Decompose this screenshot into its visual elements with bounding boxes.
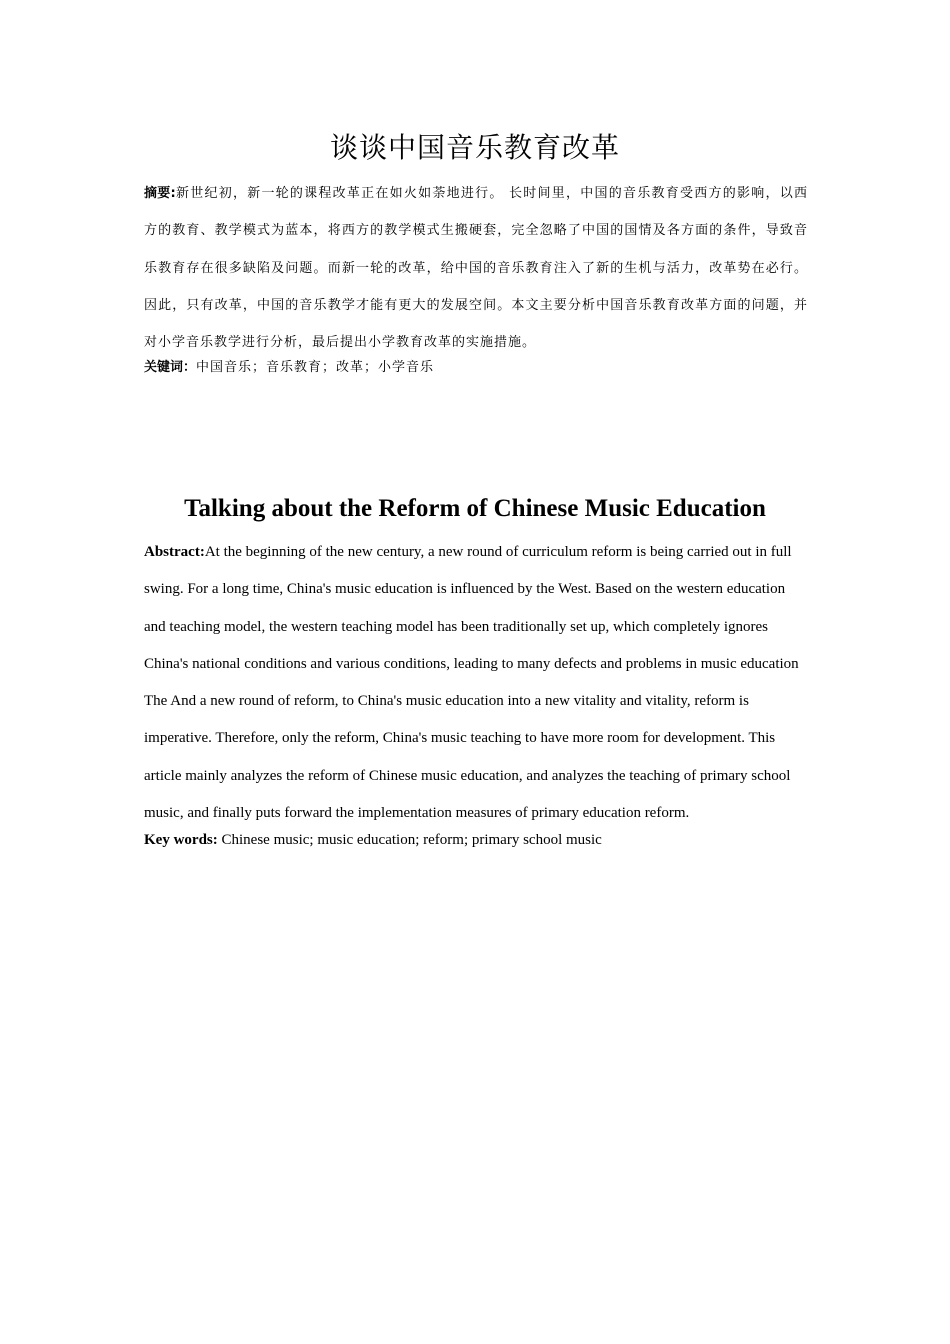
chinese-keywords-label: 关键词：: [144, 360, 197, 375]
english-keywords: [144, 828, 810, 852]
chinese-abstract: [144, 175, 808, 361]
chinese-title: 谈谈中国音乐教育改革: [329, 131, 620, 164]
chinese-keywords-text: 中国音乐；音乐教育；改革；小学音乐: [196, 360, 435, 375]
chinese-keywords: [144, 356, 808, 380]
english-abstract-text: At the beginning of the new century, a new round of curriculum reform is being carried out in full swing. For a long time, China's music education is influenced by the West. Based on the western education and teaching model, the western teaching model has been traditionally set up, which completely ignores China's national conditions and various conditions, leading to many defects and problems in music education The And a new round of reform, to China's music education into a new vitality and vitality, reform is imperative. Therefore, only the reform, China's music teaching to have more room for development. This article mainly analyzes the reform of Chinese music education, and analyzes the teaching of primary school music, and finally puts forward the implementation measures of primary education reform.: [144, 544, 799, 822]
english-abstract: [144, 534, 810, 832]
english-keywords-label: Key words:: [144, 832, 218, 848]
chinese-abstract-text: 新世纪初，新一轮的课程改革正在如火如荼地进行。 长时间里，中国的音乐教育受西方的影响，以西方的教育、教学模式为蓝本，将西方的教学模式生搬硬套，完全忽略了中国的国情及各方面的条件，导致音乐教育存在很多缺陷及问题。而新一轮的改革，给中国的音乐教育注入了新的生机与活力，改革势在必行。因此，只有改革，中国的音乐教学才能有更大的发展空间。本文主要分析中国音乐教育改革方面的问题，并对小学音乐教学进行分析，最后提出小学教育改革的实施措施。: [144, 186, 808, 351]
english-keywords-text: Chinese music; music education; reform; primary school music: [217, 832, 602, 848]
english-abstract-label: Abstract:: [144, 544, 205, 560]
chinese-abstract-label: 摘要:: [144, 186, 176, 201]
english-title: Talking about the Reform of Chinese Music Education: [184, 495, 766, 522]
